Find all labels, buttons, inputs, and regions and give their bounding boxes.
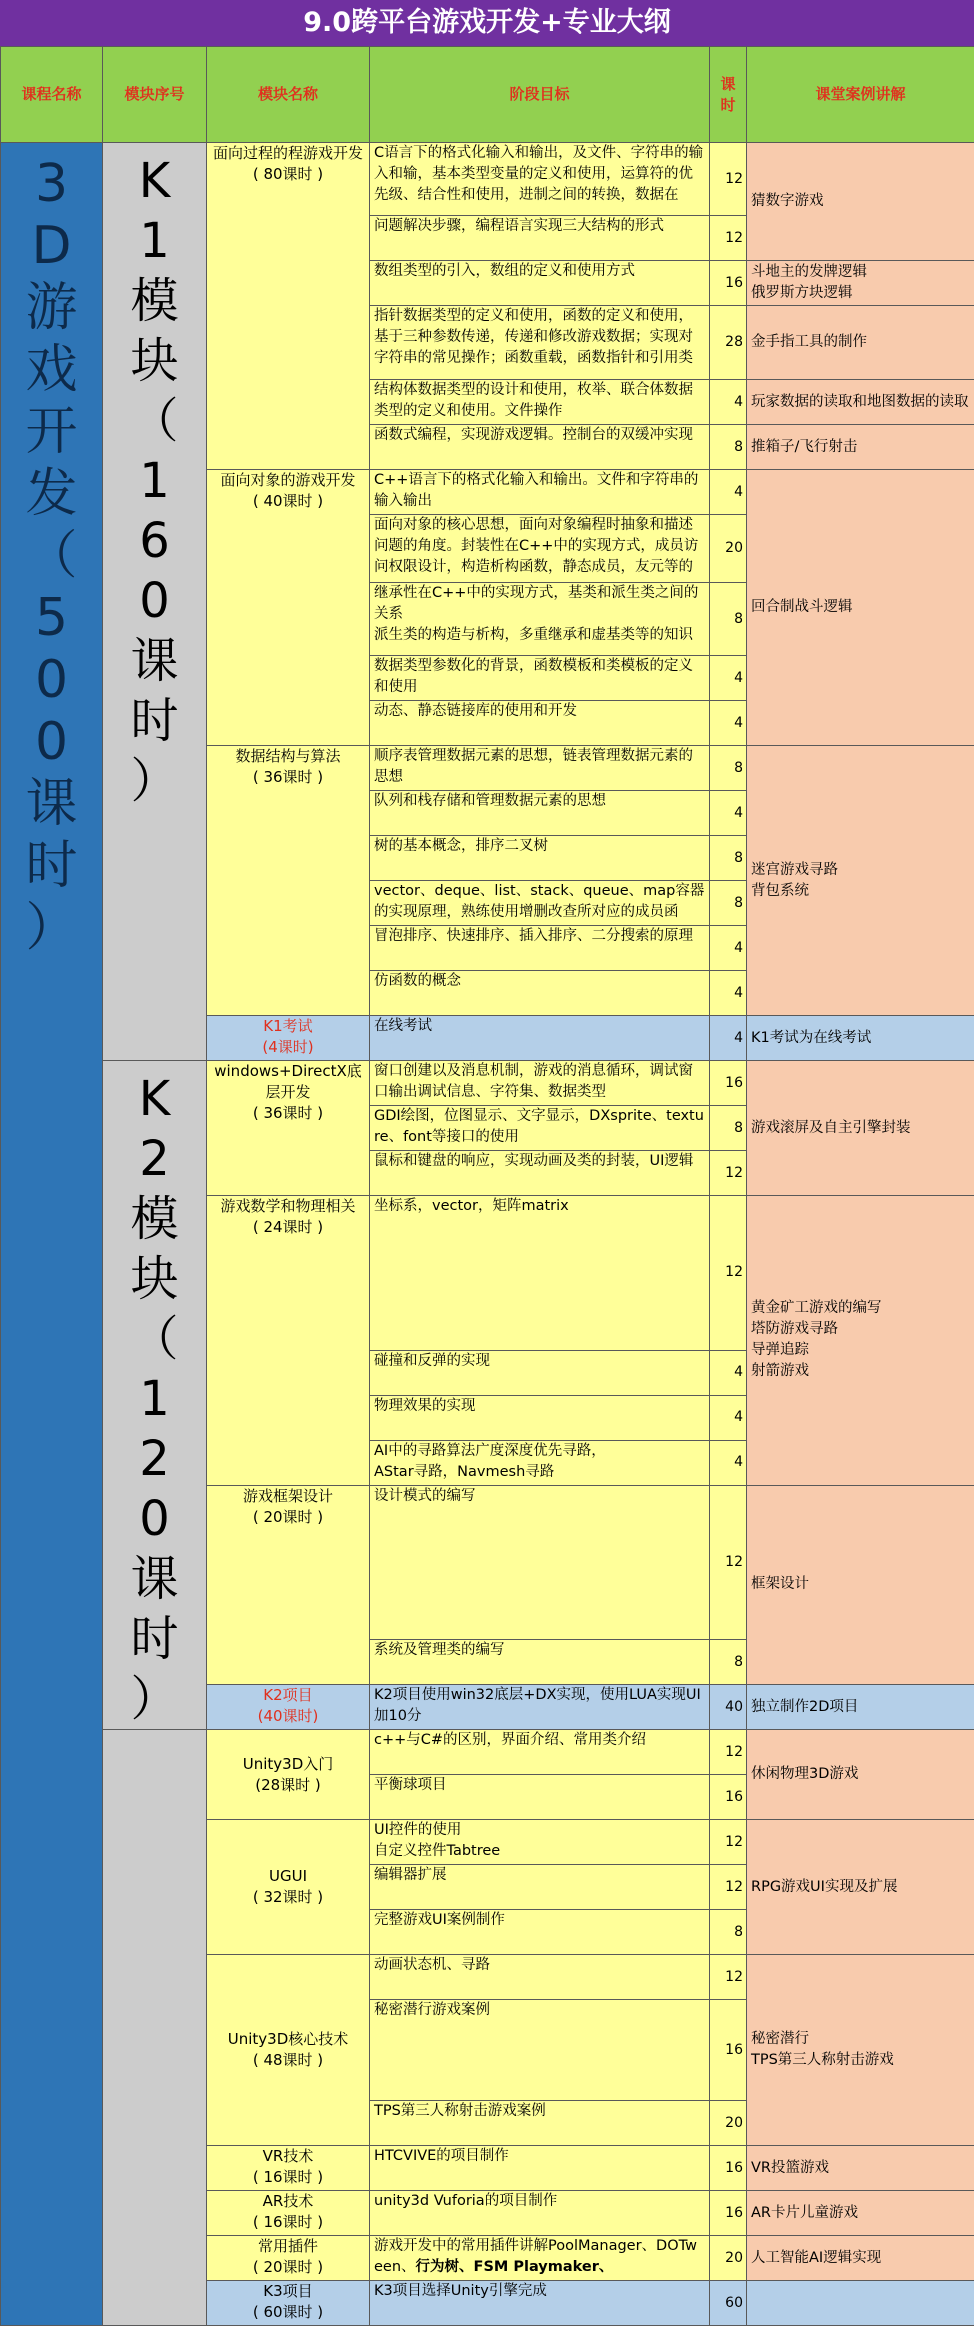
module-name-cell: [207, 470, 370, 746]
hours-cell: 12: [710, 1485, 747, 1640]
module-name: windows+DirectX底层开发: [211, 1061, 365, 1103]
module-hours: ( 40课时 ): [211, 491, 365, 512]
module-name: K3项目: [211, 2281, 365, 2302]
goal-cell: 动画状态机、寻路: [370, 1955, 710, 2000]
case-cell: 推箱子/飞行射击: [747, 425, 974, 470]
module-name-cell: [207, 2281, 370, 2326]
course-name-cell: [1, 143, 103, 2326]
module-name-cell: [207, 1016, 370, 1061]
module-hours: (4课时): [211, 1037, 365, 1058]
module-hours: ( 36课时 ): [211, 767, 365, 788]
goal-cell: UI控件的使用 自定义控件Tabtree: [370, 1820, 710, 1865]
module-hours: (28课时 ): [211, 1775, 365, 1796]
hours-cell: 8: [710, 1106, 747, 1151]
hours-cell: 28: [710, 306, 747, 380]
goal-cell: 系统及管理类的编写: [370, 1640, 710, 1685]
module-name: K2项目: [211, 1685, 365, 1706]
goal-cell: 仿函数的概念: [370, 971, 710, 1016]
goal-text: 游戏开发中的常用插件讲解PoolManager、DOTween、: [374, 2238, 697, 2275]
hours-cell: 16: [710, 2191, 747, 2236]
hours-cell: 16: [710, 2146, 747, 2191]
goal-cell: AI中的寻路算法广度深度优先寻路， AStar寻路，Navmesh寻路: [370, 1440, 710, 1485]
case-cell: 框架设计: [747, 1485, 974, 1685]
module-hours: ( 16课时 ): [211, 2167, 365, 2188]
case-cell: [747, 2281, 974, 2326]
module-hours: ( 36课时 ): [211, 1103, 365, 1124]
goal-cell: 数组类型的引入，数组的定义和使用方式: [370, 261, 710, 306]
goal-cell: 树的基本概念，排序二叉树: [370, 836, 710, 881]
case-cell: 休闲物理3D游戏: [747, 1730, 974, 1820]
goal-cell: unity3d Vuforia的项目制作: [370, 2191, 710, 2236]
module-name-cell: [207, 1685, 370, 1730]
goal-cell: 队列和栈存储和管理数据元素的思想: [370, 791, 710, 836]
case-cell: 人工智能AI逻辑实现: [747, 2236, 974, 2281]
goal-cell: 问题解决步骤，编程语言实现三大结构的形式: [370, 216, 710, 261]
hours-cell: 12: [710, 1865, 747, 1910]
module-name: Unity3D入门: [211, 1754, 365, 1775]
goal-cell: c++与C#的区别，界面介绍、常用类介绍: [370, 1730, 710, 1775]
module-hours: ( 24课时 ): [211, 1217, 365, 1238]
goal-cell: 面向对象的核心思想，面向对象编程时抽象和描述问题的角度。封装性在C++中的实现方式，成员访问权限设计，构造析构函数，静态成员，友元等的: [370, 515, 710, 583]
case-cell: 游戏滚屏及自主引擎封装: [747, 1061, 974, 1196]
module-name-cell: [207, 1955, 370, 2146]
module-name-cell: [207, 1820, 370, 1955]
case-cell: K1考试为在线考试: [747, 1016, 974, 1061]
hours-cell: 4: [710, 1440, 747, 1485]
goal-cell: 物理效果的实现: [370, 1395, 710, 1440]
hours-cell: 4: [710, 470, 747, 515]
module-hours: ( 20课时 ): [211, 1507, 365, 1528]
hours-cell: 12: [710, 1955, 747, 2000]
module-name-cell: [207, 2191, 370, 2236]
goal-cell: 秘密潜行游戏案例: [370, 2000, 710, 2101]
hours-cell: 16: [710, 1061, 747, 1106]
goal-cell: 完整游戏UI案例制作: [370, 1910, 710, 1955]
hours-cell: 12: [710, 143, 747, 216]
module-hours: ( 20课时 ): [211, 2257, 365, 2278]
hours-cell: 20: [710, 515, 747, 583]
k2-module-label: K 2 模 块 （ 1 2 0 课 时 ）: [103, 1069, 206, 1729]
module-name: 游戏框架设计: [211, 1486, 365, 1507]
header-row: [1, 47, 974, 143]
case-cell: 斗地主的发牌逻辑 俄罗斯方块逻辑: [747, 261, 974, 306]
module-name: K1考试: [211, 1016, 365, 1037]
case-cell: 迷宫游戏寻路 背包系统: [747, 746, 974, 1016]
goal-cell: 结构体数据类型的设计和使用，枚举、联合体数据类型的定义和使用。文件操作: [370, 380, 710, 425]
hours-cell: 8: [710, 881, 747, 926]
hours-cell: 20: [710, 2236, 747, 2281]
module-name: 常用插件: [211, 2236, 365, 2257]
case-cell: AR卡片儿童游戏: [747, 2191, 974, 2236]
hours-cell: 8: [710, 583, 747, 656]
module-name: 面向对象的游戏开发: [211, 470, 365, 491]
case-cell: 玩家数据的读取和地图数据的读取: [747, 380, 974, 425]
goal-cell: K2项目使用win32底层+DX实现，使用LUA实现UI加10分: [370, 1685, 710, 1730]
module-hours: ( 60课时 ): [211, 2302, 365, 2323]
hours-cell: 4: [710, 791, 747, 836]
module-name-cell: [207, 143, 370, 470]
course-name: 3 D 游 戏 开 发 （ 5 0 0 课 时 ）: [5, 153, 98, 959]
case-cell: RPG游戏UI实现及扩展: [747, 1820, 974, 1955]
hours-cell: 12: [710, 1820, 747, 1865]
goal-text-bold: 行为树、FSM Playmaker、: [416, 2259, 614, 2275]
module-name-cell: [207, 1061, 370, 1196]
module-hours: ( 80课时 ): [211, 164, 365, 185]
case-cell: 黄金矿工游戏的编写 塔防游戏寻路 导弹追踪 射箭游戏: [747, 1196, 974, 1486]
case-cell: 回合制战斗逻辑: [747, 470, 974, 746]
hours-cell: 12: [710, 216, 747, 261]
goal-cell: GDI绘图，位图显示、文字显示，DXsprite、texture、font等接口的使用: [370, 1106, 710, 1151]
k1-module-label: K 1 模 块 （ 1 6 0 课 时 ）: [103, 151, 206, 811]
hours-cell: 60: [710, 2281, 747, 2326]
hours-cell: 4: [710, 1350, 747, 1395]
header-case: 课堂案例讲解: [747, 47, 974, 143]
goal-cell: 动态、静态链接库的使用和开发: [370, 701, 710, 746]
goal-cell: 鼠标和键盘的响应，实现动画及类的封装，UI逻辑: [370, 1151, 710, 1196]
header-module-no: 模块序号: [103, 47, 207, 143]
hours-cell: 16: [710, 2000, 747, 2101]
hours-cell: 12: [710, 1730, 747, 1775]
page-title: 9.0跨平台游戏开发+专业大纲: [0, 0, 974, 46]
goal-cell: 指针数据类型的定义和使用，函数的定义和使用，基于三种参数传递，传递和修改游戏数据；实现对字符串的常见操作；函数重载，函数指针和引用类: [370, 306, 710, 380]
hours-cell: 12: [710, 1196, 747, 1351]
hours-cell: 4: [710, 380, 747, 425]
goal-cell: TPS第三人称射击游戏案例: [370, 2101, 710, 2146]
goal-cell: C语言下的格式化输入和输出，及文件、字符串的输入和输，基本类型变量的定义和使用，运算符的优先级、结合性和使用，进制之间的转换，数据在: [370, 143, 710, 216]
hours-cell: 8: [710, 425, 747, 470]
case-cell: VR投篮游戏: [747, 2146, 974, 2191]
module-name: Unity3D核心技术: [211, 2029, 365, 2050]
goal-cell: 数据类型参数化的背景，函数模板和类模板的定义和使用: [370, 656, 710, 701]
module-name: UGUI: [211, 1866, 365, 1887]
module-name-cell: [207, 746, 370, 1016]
header-hours: 课时: [710, 47, 747, 143]
hours-cell: 4: [710, 656, 747, 701]
hours-cell: 8: [710, 1640, 747, 1685]
k3-module-cell: [103, 1730, 207, 2326]
header-goal: 阶段目标: [370, 47, 710, 143]
goal-cell: 顺序表管理数据元素的思想，链表管理数据元素的思想: [370, 746, 710, 791]
goal-cell: 函数式编程，实现游戏逻辑。控制台的双缓冲实现: [370, 425, 710, 470]
module-name-cell: [207, 2236, 370, 2281]
header-course: 课程名称: [1, 47, 103, 143]
module-name: 数据结构与算法: [211, 746, 365, 767]
hours-cell: 8: [710, 746, 747, 791]
module-hours: ( 16课时 ): [211, 2212, 365, 2233]
module-name-cell: [207, 1196, 370, 1486]
module-name: VR技术: [211, 2146, 365, 2167]
goal-cell: C++语言下的格式化输入和输出。文件和字符串的输入输出: [370, 470, 710, 515]
goal-cell: K3项目选择Unity引擎完成: [370, 2281, 710, 2326]
hours-cell: 16: [710, 1775, 747, 1820]
module-name-cell: [207, 1730, 370, 1820]
case-cell: 独立制作2D项目: [747, 1685, 974, 1730]
goal-cell: 在线考试: [370, 1016, 710, 1061]
module-hours: (40课时): [211, 1706, 365, 1727]
hours-cell: 4: [710, 926, 747, 971]
goal-cell: 坐标系，vector，矩阵matrix: [370, 1196, 710, 1351]
case-cell: 猜数字游戏: [747, 143, 974, 261]
hours-cell: 8: [710, 1910, 747, 1955]
case-cell: 秘密潜行 TPS第三人称射击游戏: [747, 1955, 974, 2146]
curriculum-table: [0, 46, 974, 2326]
hours-cell: 4: [710, 1395, 747, 1440]
hours-cell: 8: [710, 836, 747, 881]
goal-cell: 碰撞和反弹的实现: [370, 1350, 710, 1395]
module-hours: ( 48课时 ): [211, 2050, 365, 2071]
goal-cell: 冒泡排序、快速排序、插入排序、二分搜索的原理: [370, 926, 710, 971]
goal-cell: vector、deque、list、stack、queue、map容器的实现原理，熟练使用增删改查所对应的成员函: [370, 881, 710, 926]
hours-cell: 16: [710, 261, 747, 306]
header-module-name: 模块名称: [207, 47, 370, 143]
hours-cell: 4: [710, 701, 747, 746]
hours-cell: 40: [710, 1685, 747, 1730]
goal-cell: 继承性在C++中的实现方式，基类和派生类之间的关系 派生类的构造与析构，多重继承和虚基类等的知识: [370, 583, 710, 656]
module-name-cell: [207, 1485, 370, 1685]
goal-cell: 编辑器扩展: [370, 1865, 710, 1910]
module-hours: ( 32课时 ): [211, 1887, 365, 1908]
goal-cell: 设计模式的编写: [370, 1485, 710, 1640]
k2-module-cell: [103, 1061, 207, 1730]
goal-cell: [370, 2236, 710, 2281]
module-name: 游戏数学和物理相关: [211, 1196, 365, 1217]
module-name: AR技术: [211, 2191, 365, 2212]
k1-module-cell: [103, 143, 207, 1061]
hours-cell: 12: [710, 1151, 747, 1196]
hours-cell: 20: [710, 2101, 747, 2146]
module-name-cell: [207, 2146, 370, 2191]
hours-cell: 4: [710, 1016, 747, 1061]
hours-cell: 4: [710, 971, 747, 1016]
goal-cell: 窗口创建以及消息机制，游戏的消息循环，调试窗口输出调试信息、字符集、数据类型: [370, 1061, 710, 1106]
module-name: 面向过程的程游戏开发: [211, 143, 365, 164]
case-cell: 金手指工具的制作: [747, 306, 974, 380]
goal-cell: 平衡球项目: [370, 1775, 710, 1820]
goal-cell: HTCVIVE的项目制作: [370, 2146, 710, 2191]
